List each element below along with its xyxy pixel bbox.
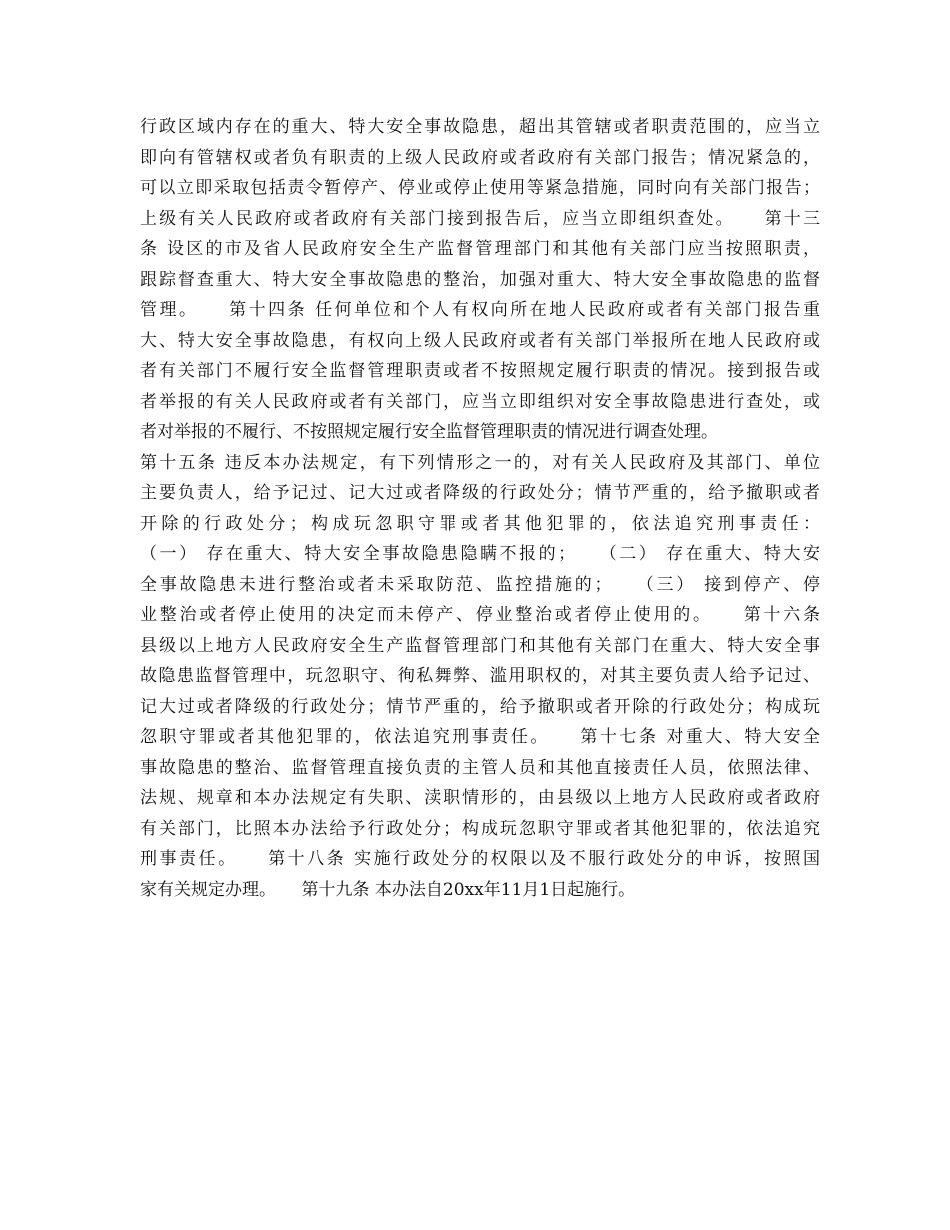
text-line-1: 行政区域内存在的重大、特大安全事故隐患，超出其管辖或者职责范围的，应当立	[140, 117, 820, 137]
text-line-18: 县级以上地方人民政府安全生产监督管理部门和其他有关部门在重大、特大安全事	[140, 635, 820, 656]
text-line-5: 条 设区的市及省人民政府安全生产监督管理部门和其他有关部门应当按照职责，	[140, 239, 820, 259]
text-line-2: 即向有管辖权或者负有职责的上级人民政府或者政府有关部门报告；情况紧急的，	[140, 147, 820, 168]
text-line-8: 大、特大安全事故隐患，有权向上级人民政府或者有关部门举报所在地人民政府或	[140, 330, 820, 351]
text-line-7: 管理。 第十四条 任何单位和个人有权向所在地人民政府或者有关部门报告重	[140, 300, 820, 320]
text-line-10: 者举报的有关人民政府或者有关部门，应当立即组织对安全事故隐患进行查处，或	[140, 391, 820, 412]
text-line-24: 有关部门，比照本办法给予行政处分；构成玩忽职守罪或者其他犯罪的，依法追究	[140, 818, 820, 839]
text-line-9: 者有关部门不履行安全监督管理职责或者不按照规定履行职责的情况。接到报告或	[140, 361, 820, 381]
text-line-11: 者对举报的不履行、不按照规定履行安全监督管理职责的情况进行调查处理。	[140, 422, 718, 442]
document-body	[140, 112, 820, 905]
text-line-17: 业整治或者停止使用的决定而未停产、停业整治或者停止使用的。 第十六条	[140, 605, 820, 625]
text-line-12: 第十五条 违反本办法规定，有下列情形之一的，对有关人民政府及其部门、单位	[140, 452, 820, 473]
text-line-25: 刑事责任。 第十八条 实施行政处分的权限以及不服行政处分的申诉，按照国	[140, 849, 820, 869]
text-line-23: 法规、规章和本办法规定有失职、渎职情形的，由县级以上地方人民政府或者政府	[140, 788, 820, 808]
text-line-14: 开除的行政处分；构成玩忽职守罪或者其他犯罪的，依法追究刑事责任：	[140, 513, 820, 534]
text-line-26: 家有关规定办理。 第十九条 本办法自20xx年11月1日起施行。	[140, 879, 636, 900]
text-line-21: 忽职守罪或者其他犯罪的，依法追究刑事责任。 第十七条 对重大、特大安全	[140, 727, 820, 747]
text-line-16: 全事故隐患未进行整治或者未采取防范、监控措施的； （三） 接到停产、停	[140, 574, 820, 595]
text-line-19: 故隐患监督管理中，玩忽职守、徇私舞弊、滥用职权的，对其主要负责人给予记过、	[140, 666, 820, 686]
text-line-13: 主要负责人，给予记过、记大过或者降级的行政处分；情节严重的，给予撤职或者	[140, 483, 820, 503]
text-line-22: 事故隐患的整治、监督管理直接负责的主管人员和其他直接责任人员，依照法律、	[140, 757, 820, 778]
text-line-4: 上级有关人民政府或者政府有关部门接到报告后，应当立即组织查处。 第十三	[140, 208, 820, 229]
text-line-20: 记大过或者降级的行政处分；情节严重的，给予撤职或者开除的行政处分；构成玩	[140, 696, 820, 717]
text-line-3: 可以立即采取包括责令暂停产、停业或停止使用等紧急措施，同时向有关部门报告；	[140, 178, 820, 198]
text-line-15: （一） 存在重大、特大安全事故隐患隐瞒不报的； （二） 存在重大、特大安	[140, 544, 820, 564]
text-line-6: 跟踪督查重大、特大安全事故隐患的整治，加强对重大、特大安全事故隐患的监督	[140, 269, 820, 290]
